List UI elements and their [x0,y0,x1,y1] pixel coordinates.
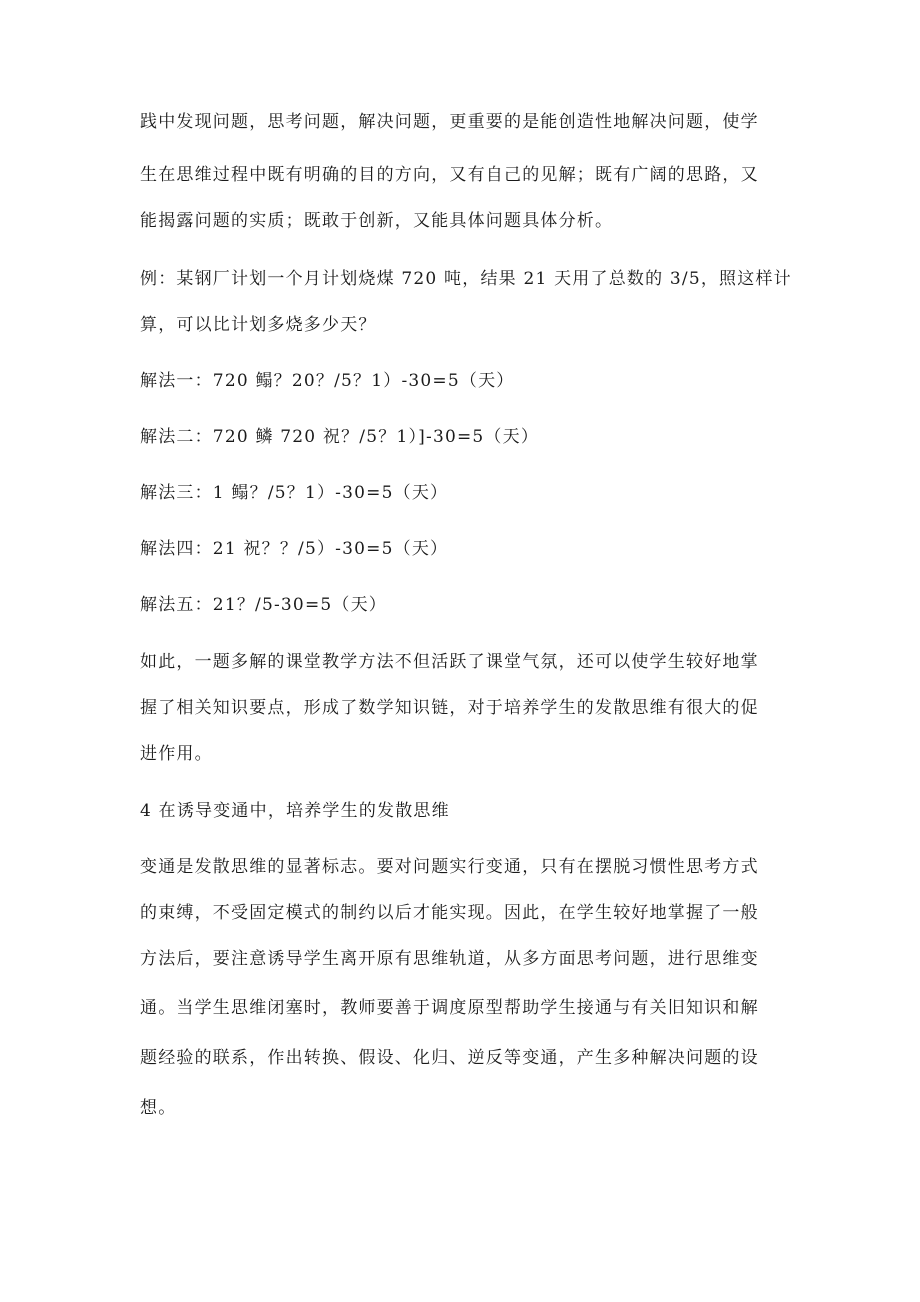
solution-line: 解法一：720 鳎？20？/5？1）-30=5（天） [140,371,515,391]
paragraph-line: 的束缚，不受固定模式的制约以后才能实现。因此，在学生较好地掌握了一般 [140,903,759,923]
example-line: 例：某钢厂计划一个月计划烧煤 720 吨，结果 21 天用了总数的 3/5，照这样计 [140,269,792,289]
paragraph-line: 能揭露问题的实质；既敢于创新，又能具体问题具体分析。 [140,211,614,231]
paragraph-line: 通。当学生思维闭塞时，教师要善于调度原型帮助学生接通与有关旧知识和解 [140,998,759,1018]
paragraph-line: 方法后，要注意诱导学生离开原有思维轨道，从多方面思考问题，进行思维变 [140,949,759,969]
solution-line: 解法二：720 鳞 720 祝？/5？1）]-30=5（天） [140,427,540,447]
solution-line: 解法五：21？/5-30=5（天） [140,595,388,615]
solution-line: 解法三：1 鳎？/5？1）-30=5（天） [140,483,449,503]
paragraph-line: 践中发现问题，思考问题，解决问题，更重要的是能创造性地解决问题，使学 [140,112,759,132]
paragraph-line: 进作用。 [140,744,213,764]
paragraph-line: 握了相关知识要点，形成了数学知识链，对于培养学生的发散思维有很大的促 [140,698,759,718]
section-heading: 4 在诱导变通中，培养学生的发散思维 [140,801,450,821]
paragraph-line: 变通是发散思维的显著标志。要对问题实行变通，只有在摆脱习惯性思考方式 [140,857,759,877]
example-line: 算，可以比计划多烧多少天？ [140,315,377,335]
paragraph-line: 题经验的联系，作出转换、假设、化归、逆反等变通，产生多种解决问题的设 [140,1048,759,1068]
paragraph-line: 如此，一题多解的课堂教学方法不但活跃了课堂气氛，还可以使学生较好地掌 [140,652,759,672]
paragraph-line: 想。 [140,1098,177,1118]
solution-line: 解法四：21 祝？？/5）-30=5（天） [140,539,449,559]
paragraph-line: 生在思维过程中既有明确的目的方向，又有自己的见解；既有广阔的思路，又 [140,165,759,185]
